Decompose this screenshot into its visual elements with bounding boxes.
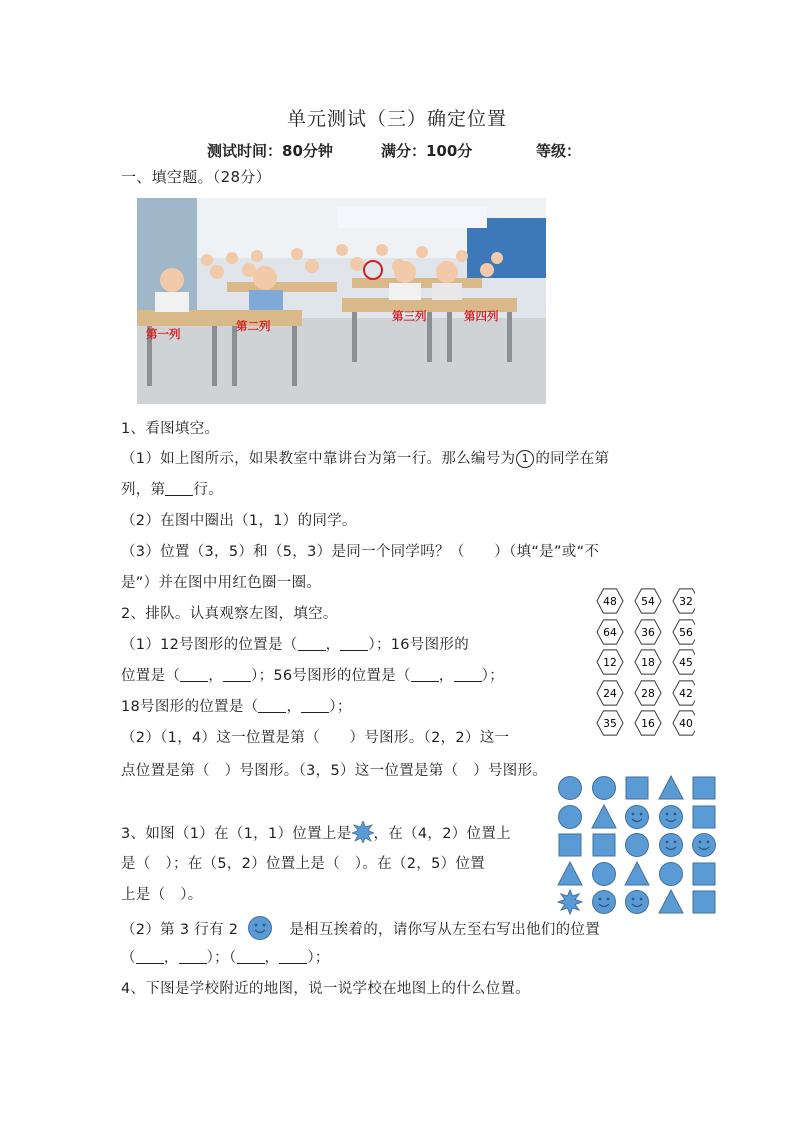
hexagon-number: 28 — [641, 686, 655, 700]
q2-text: ）； — [329, 699, 352, 715]
hexagon-number: 24 — [603, 686, 617, 700]
q2-text: ， — [438, 668, 454, 684]
q3-text: ， — [163, 950, 179, 966]
triangle-icon — [624, 861, 650, 887]
hexagon-number: 40 — [679, 717, 693, 731]
answer-blank[interactable] — [136, 949, 164, 964]
hexagon-shape — [596, 679, 624, 707]
hexagon-shape — [596, 618, 624, 646]
column-label-2: 第二列 — [236, 319, 271, 333]
hexagon-number: 36 — [641, 625, 655, 639]
q2-heading: 2、排队。认真观察左图，填空。 — [121, 606, 338, 622]
q1-part3-line2: 是”）并在图中用红色圈一圈。 — [121, 575, 322, 591]
q2-line2 — [121, 664, 504, 685]
smiley-icon — [624, 889, 650, 915]
hexagon-shape — [596, 709, 624, 737]
answer-blank[interactable] — [279, 949, 307, 964]
triangle-icon — [658, 775, 684, 801]
hexagon-grid — [590, 585, 695, 745]
grade-label: 等级： — [536, 142, 582, 160]
smiley-icon — [658, 804, 684, 830]
hexagon-shape — [672, 587, 695, 615]
hexagon-shape — [634, 709, 662, 737]
hexagon-number: 56 — [679, 625, 693, 639]
q2-text: ， — [208, 668, 224, 684]
smiley-icon — [691, 832, 717, 858]
square-icon — [691, 861, 717, 887]
q3-line5 — [121, 946, 330, 967]
q2-text: （1）12号图形的位置是（ — [121, 637, 298, 653]
q1-heading: 1、看图填空。 — [121, 421, 220, 437]
q3-text: 3、如图（1）在（1，1）位置上是 — [121, 826, 352, 842]
q3-text: ，在（4，2）位置上 — [373, 826, 511, 842]
q2-line1 — [121, 633, 469, 654]
hexagon-shape — [634, 648, 662, 676]
circle-icon — [557, 775, 583, 801]
full-score: 满分：100分 — [381, 142, 473, 160]
q2-text: ）；16号图形的 — [368, 637, 469, 653]
circle-icon — [658, 861, 684, 887]
q3-line2: 是（ ）；在（5，2）位置上是（ ）。在（2，5）位置 — [121, 856, 485, 872]
answer-blank[interactable] — [179, 949, 207, 964]
hexagon-shape — [596, 648, 624, 676]
test-time: 测试时间：80分钟 — [207, 142, 333, 160]
q1-part1-text-d: 行。 — [193, 482, 224, 498]
smiley-icon — [624, 804, 650, 830]
hexagon-shape — [596, 587, 624, 615]
hexagon-shape — [634, 679, 662, 707]
q2-text: 位置是（ — [121, 668, 181, 684]
hexagon-number: 64 — [603, 625, 617, 639]
hexagon-number: 16 — [641, 717, 655, 731]
answer-blank[interactable] — [301, 698, 329, 713]
q1-part1-text-c: 列，第 — [121, 482, 166, 498]
answer-blank[interactable] — [165, 481, 193, 496]
q3-text: （2）第 3 行有 2 — [121, 922, 239, 938]
q3-text: ， — [264, 950, 280, 966]
q1-part2: （2）在图中圈出（1，1）的同学。 — [121, 513, 357, 529]
hexagon-number: 48 — [603, 595, 617, 609]
q2-line5: 点位置是第（ ）号图形。（3，5）这一位置是第（ ）号图形。 — [121, 763, 548, 779]
answer-blank[interactable] — [237, 949, 265, 964]
q1-part1-text-b: 的同学在第 — [535, 451, 610, 467]
star-burst-icon — [352, 821, 374, 843]
answer-blank[interactable] — [298, 636, 326, 651]
page-title: 单元测试（三）确定位置 — [286, 108, 507, 130]
hexagon-number: 35 — [603, 717, 617, 731]
hexagon-number: 18 — [641, 656, 655, 670]
q2-text: 18号图形的位置是（ — [121, 699, 259, 715]
hexagon-shape — [672, 679, 695, 707]
q1-part1-line2 — [121, 478, 223, 499]
q1-part3: （3）位置（3，5）和（5，3）是同一个同学吗？（ ）（填“是”或“不 — [121, 544, 600, 560]
q1-part1 — [121, 447, 609, 468]
q3-text: ）； — [307, 950, 330, 966]
q3-text: （ — [121, 950, 136, 966]
section-heading: 一、填空题。（28分） — [121, 168, 271, 186]
smiley-icon — [591, 889, 617, 915]
q3-text: ）；（ — [206, 950, 237, 966]
q2-text: ）；56号图形的位置是（ — [251, 668, 411, 684]
column-label-3: 第三列 — [392, 309, 427, 323]
circle-icon — [591, 861, 617, 887]
circle-icon — [624, 832, 650, 858]
answer-blank[interactable] — [180, 667, 208, 682]
column-label-4: 第四列 — [464, 309, 499, 323]
circled-number: 1 — [516, 450, 534, 468]
hexagon-number: 45 — [679, 656, 693, 670]
hexagon-shape — [672, 709, 695, 737]
q2-text: ， — [325, 637, 341, 653]
q3-line4 — [121, 915, 600, 941]
q3-line3: 上是（ ）。 — [121, 887, 203, 903]
circle-icon — [557, 804, 583, 830]
q1-part1-text: （1）如上图所示，如果教室中靠讲台为第一行。那么编号为 — [121, 451, 516, 467]
answer-blank[interactable] — [223, 667, 251, 682]
square-icon — [691, 804, 717, 830]
hexagon-shape — [672, 648, 695, 676]
hexagon-shape — [634, 618, 662, 646]
hexagon-number: 12 — [603, 656, 617, 670]
q4-line: 4、下图是学校附近的地图，说一说学校在地图上的什么位置。 — [121, 981, 531, 997]
q3-text: 是相互挨着的，请你写从左至右写出他们的位置 — [289, 922, 601, 938]
triangle-icon — [557, 861, 583, 887]
triangle-icon — [591, 804, 617, 830]
star-icon — [557, 889, 583, 915]
square-icon — [691, 775, 717, 801]
square-icon — [624, 775, 650, 801]
hexagon-number: 42 — [679, 686, 693, 700]
answer-blank[interactable] — [411, 667, 439, 682]
hexagon-shape — [634, 587, 662, 615]
square-icon — [557, 832, 583, 858]
shape-grid — [555, 772, 720, 917]
column-label-1: 第一列 — [146, 327, 181, 341]
q2-line3 — [121, 695, 352, 716]
smiley-icon — [247, 915, 273, 941]
hexagon-number: 54 — [641, 595, 655, 609]
answer-blank[interactable] — [258, 698, 286, 713]
square-icon — [691, 889, 717, 915]
q2-text: ）； — [481, 668, 504, 684]
square-icon — [591, 832, 617, 858]
circle-icon — [591, 775, 617, 801]
triangle-icon — [658, 889, 684, 915]
hexagon-number: 32 — [679, 595, 693, 609]
classroom-photo — [137, 198, 546, 404]
smiley-icon — [658, 832, 684, 858]
q2-text: ， — [286, 699, 302, 715]
answer-blank[interactable] — [340, 636, 368, 651]
q3-line1 — [121, 821, 511, 843]
hexagon-shape — [672, 618, 695, 646]
q2-line4: （2）（1，4）这一位置是第（ ）号图形。（2，2）这一 — [121, 730, 510, 746]
answer-blank[interactable] — [454, 667, 482, 682]
